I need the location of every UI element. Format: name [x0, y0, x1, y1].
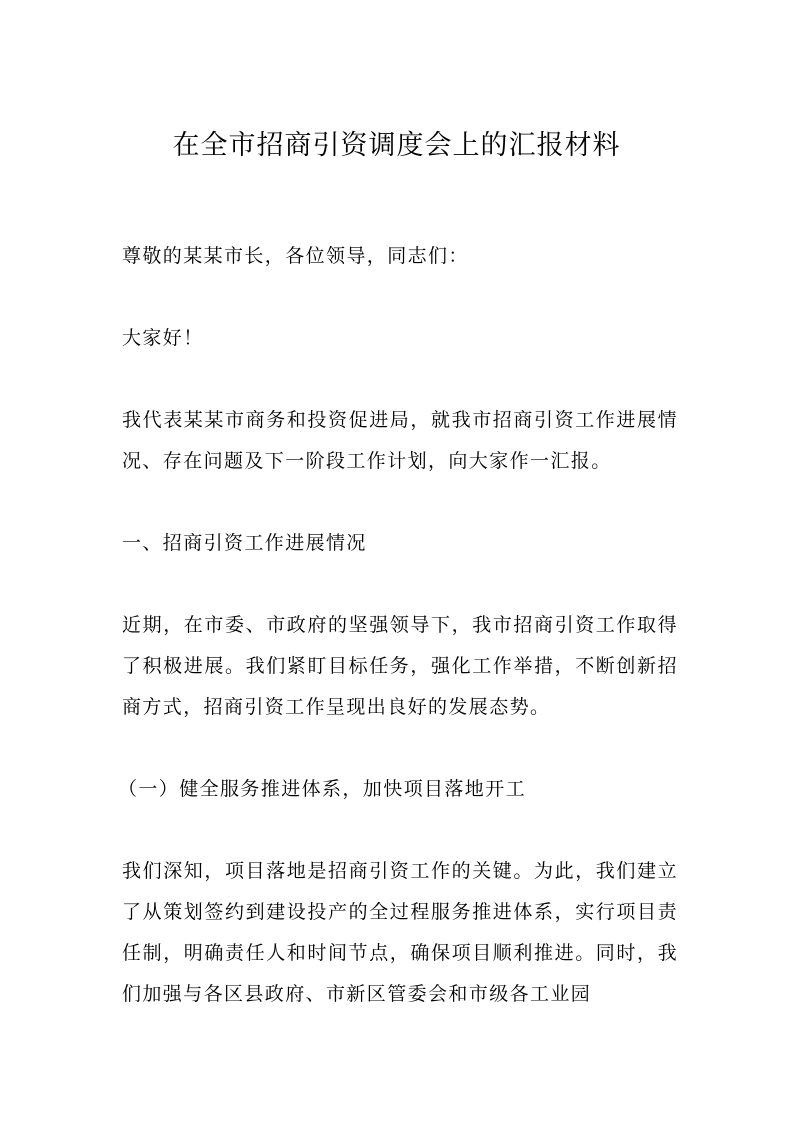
subsection-heading-1-1: （一）健全服务推进体系，加快项目落地开工 [118, 778, 527, 800]
intro-paragraph: 我代表某某市商务和投资促进局，就我市招商引资工作进展情况、存在问题及下一阶段工作计划，向大家作一汇报。 [122, 409, 678, 472]
document-title: 在全市招商引资调度会上的汇报材料 [172, 130, 621, 161]
greeting-paragraph: 大家好！ [122, 327, 204, 349]
section-1-body-paragraph: 近期，在市委、市政府的坚强领导下，我市招商引资工作取得了积极进展。我们紧盯目标任务，强化工作举措，不断创新招商方式，招商引资工作呈现出良好的发展态势。 [122, 614, 678, 718]
salutation-paragraph: 尊敬的某某市长，各位领导，同志们： [122, 245, 469, 267]
subsection-1-1-body-paragraph: 我们深知，项目落地是招商引资工作的关键。为此，我们建立了从策划签约到建设投产的全过程服务推进体系，实行项目责任制，明确责任人和时间节点，确保项目顺利推进。同时，我们加强与各区县政府、市新区管委会和市级各工业园 [122, 860, 678, 1005]
section-heading-1: 一、招商引资工作进展情况 [122, 532, 367, 554]
